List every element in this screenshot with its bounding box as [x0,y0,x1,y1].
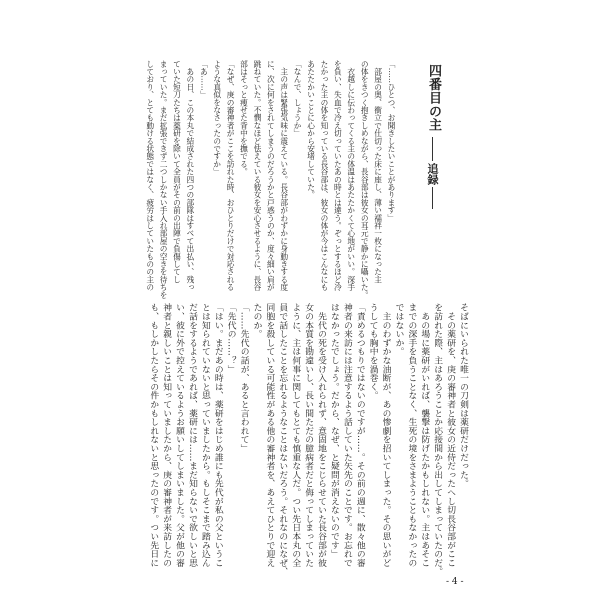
text-line: あの場に薬研がいれば、襲撃は防げたかもしれない。主はあそこ [419,303,430,567]
text-line: だ話をするようであれば、薬研には……まだ知らないで欲しいと思 [186,303,197,567]
text-line: までの深手を負うことなく、生死の境をさまようこともなかったの [406,303,417,567]
text-line: 「なぜ、庚の審神者がここを訪れた時、おひとりだけで対応される [226,60,236,291]
text-line: を負い、失血で冷え切っていたあの時とは違う。ぞっとするほど冷 [333,60,343,291]
text-line: 「……ひとつ、お聞きしたいことがあります」 [387,60,396,222]
text-line: を訪れた際、主はあろうことか応接間から出してしまっていたのだ。 [432,303,443,576]
text-block-upper [143,60,398,299]
text-line: 跳ねていた。不憫なほど怯えている彼女を安心させるように、長谷 [252,60,262,291]
text-line: 「責めるつもりではないのですが……。その前の週に、散々他の審 [354,303,365,567]
text-line: まっていた。まだ拡張できず二つしかない手入れ部屋の空きを待ちを [159,60,169,299]
subtitle-text: 追録 [426,163,439,185]
text-line: 神者と親しいことは知っていましたから、庚の審神者が来訪したの [161,303,172,567]
text-line: その薬研を、庚の審神者と彼女の近侍だったへし切長谷部がここ [445,303,456,567]
text-line: ような真似をなさったのですか」 [212,60,222,176]
chapter-subtitle [424,137,440,209]
text-line: 「なんで、しょうか」 [293,60,303,137]
text-line: 衣越しに伝わってくる主の体温はあたたかくて心地がいい。深手 [346,60,356,291]
text-line: あの日、この本丸で結成された四つの部隊はすべて出払い、残っ [185,60,195,291]
text-line: 「……先代の話が、あると言われて」 [238,303,249,453]
text-line: 同胞を殺している可能性がある他の審神者を、あえてひとりで迎え [264,303,275,567]
text-line: 神者の来訪には注意するよう話していた矢先のことです。お忘れで [341,303,352,567]
dash-rule [432,187,433,209]
text-line: たのか。 [251,303,262,339]
text-line: い、彼に外で控えているようお願いしてしまいました。父が他の審 [174,303,185,567]
chapter-title: 四番目の主 [426,64,441,132]
text-line: 員で話したことを忘れるようなことはないだろう。それなのになぜ、 [277,303,288,576]
text-line: うしても胸中を渦巻く。 [367,303,378,400]
text-line: 部はそっと痩せた背中を撫でる。 [239,60,249,176]
text-line: 先代の死を受け入れられず、意固地をこじらせていた長谷部が彼 [316,303,327,567]
text-line: はなかったでしょう。だから、なぜ、と疑問が消えないのです」 [328,303,339,559]
text-line: 「はい。まだあの時は、薬研をはじめ誰にも先代が私の父というこ [212,303,223,567]
text-line: ように、主は何事に関してもとても慎重な人だ。つい先日本丸の全 [290,303,301,567]
text-line: 主のわずかな油断が、あの惨劇を招いてしまった。その思いがど [380,303,391,567]
text-line: 「先代の……？」 [225,303,236,374]
text-line: たかった主の体を知っている長谷部は、彼女の体が今はこんなにも [319,60,329,291]
text-line: あたたかいことに心から安堵していた。 [306,60,316,199]
page-number: - 4 - [446,577,464,587]
text-line: ていた短刀たちは薬研を除いて全員がその前の出陣で負傷してし [172,60,182,284]
text-line: 部屋の奥、衝立で仕切った床に座し、薄い襦袢一枚になった主 [373,60,383,284]
text-line: そばにいられた唯一の刀剣は薬研だけだった。 [458,303,468,488]
text-line: とは知られていないと思っていましたから。もしそこまで踏み込ん [199,303,210,567]
text-line: しており、とても動ける状態ではなく、疲労はしていたものの主の [145,60,155,291]
text-line: の体をきつく抱きしめながら、長谷部は彼女の耳元で静かに囁いた。 [360,60,370,299]
dash-rule [432,137,433,161]
text-line: も、もしかしたらその件かもしれないと思ったのです。つい先日に [148,303,159,567]
text-block-lower [146,303,469,575]
text-line: 女の本質を勘違いし、長い間ただの臆病者だと侮ってしまっていた [303,303,314,567]
text-line: ではないか。 [393,303,404,356]
text-line: に、次に何をされてしまうのだろうかと戸惑うのか、度々細い肩が [266,60,276,291]
text-line: 主の声は緊張気味に震えている。長谷部がわずかに身動きする度 [279,60,289,291]
text-line: 「あ……」 [199,60,209,99]
